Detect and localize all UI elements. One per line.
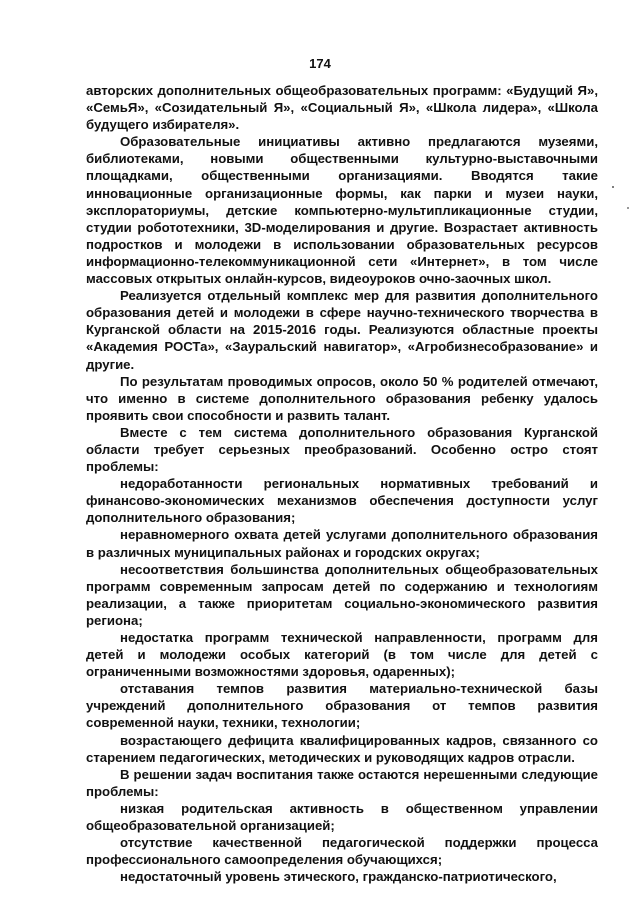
problem-list-item: недостаточный уровень этического, гражданско-патриотического,: [120, 869, 557, 885]
problem-list-item: недоработанности региональных нормативных требований и финансово-экономических механизмов обеспечения доступности услуг дополнительного образования;: [86, 476, 598, 526]
problem-list-item: недостатка программ технической направленности, программ для детей и молодежи особых категорий (в том числе для детей с ограниченными возможностями здоровья, одаренных);: [86, 630, 598, 680]
scan-speck: [612, 186, 614, 188]
problem-list-item: отсутствие качественной педагогической поддержки процесса профессионального самоопределения обучающихся;: [86, 835, 598, 868]
page-number: 174: [309, 56, 331, 71]
paragraph: авторских дополнительных общеобразовательных программ: «Будущий Я», «СемьЯ», «Созидательный Я», «Социальный Я», «Школа лидера», «Школа будущего избирателя».: [86, 83, 598, 133]
paragraph: Вместе с тем система дополнительного образования Курганской области требует серьезных преобразований. Особенно остро стоят проблемы:: [86, 424, 598, 475]
paragraph: По результатам проводимых опросов, около 50 % родителей отмечают, что именно в системе дополнительного образования ребенку удалось проявить свои способности и развить талант.: [86, 373, 598, 423]
paragraph: В решении задач воспитания также остаются нерешенными следующие проблемы:: [86, 766, 598, 799]
problem-list-item: отставания темпов развития материально-технической базы учреждений дополнительного образования от темпов развития современной науки, техники, технологии;: [86, 681, 598, 731]
document-body: [86, 82, 598, 885]
scan-speck: [627, 207, 629, 209]
problem-list-item: несоответствия большинства дополнительных общеобразовательных программ современным запросам детей по содержанию и технологиям реализации, а также приоритетам социально-экономического развития региона;: [86, 561, 598, 628]
problem-list-item: низкая родительская активность в общественном управлении общеобразовательной организацией;: [86, 800, 598, 834]
paragraph: Реализуется отдельный комплекс мер для развития дополнительного образования детей и молодежи в сфере научно-технического творчества в Курганской области на 2015-2016 годы. Реализуются областные проекты «Академия РОСТа», «Зауральский навигатор», «Агробизнесобразование» и другие.: [86, 288, 598, 372]
problem-list-item: возрастающего дефицита квалифицированных кадров, связанного со старением педагогических, методических и руководящих кадров отрасли.: [86, 732, 598, 765]
problem-list-item: неравномерного охвата детей услугами дополнительного образования в различных муниципальных районах и городских округах;: [86, 527, 598, 560]
paragraph: Образовательные инициативы активно предлагаются музеями, библиотеками, новыми общественными культурно-выставочными площадками, общественными организациями. Вводятся такие инновационные организационные формы, как парки и музеи науки, эксплораториумы, детские компьютерно-мультипликационные студии, студии робототехники, 3D-моделирования и другие. Возрастает активность подростков и молодежи в использовании образовательных ресурсов информационно-телекоммуникационной сети «Интернет», в том числе массовых открытых онлайн-курсов, видеоуроков очно-заочных школ.: [86, 134, 598, 287]
